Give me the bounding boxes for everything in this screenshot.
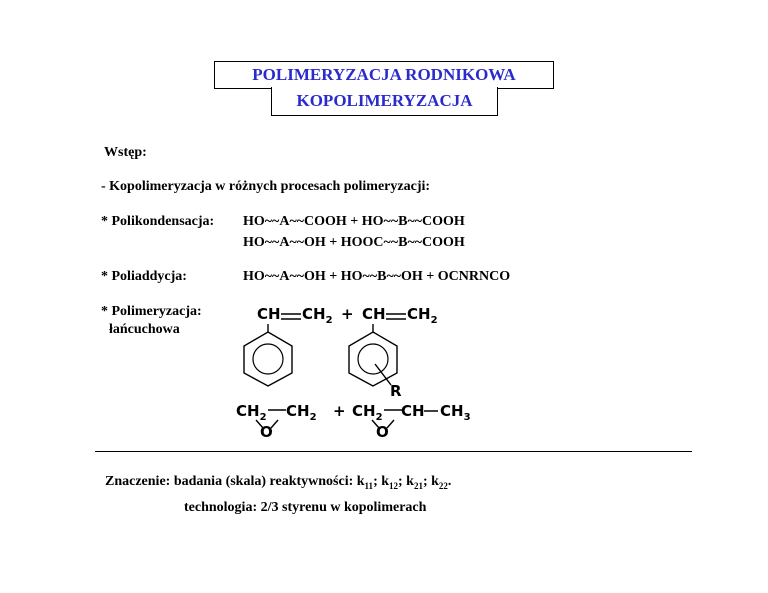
epoxide-right-oxygen: O: [376, 423, 389, 441]
vinyl-right-ch2: $CH_2$: [407, 305, 438, 326]
page-subtitle: KOPOLIMERYZACJA: [296, 91, 473, 110]
epoxide-left-ch2-b: $CH_2$: [286, 402, 317, 423]
significance-line: Znaczenie: badania (skala) reaktywności: $k_{11}$; $k_{12}$; $k_{21}$; $k_{22}$.: [105, 474, 452, 491]
epoxide-right-ch: CH: [401, 402, 425, 420]
polymerization-label: * Polimeryzacja:: [101, 304, 202, 319]
epoxide-right-ch3: $CH_3$: [440, 402, 471, 423]
polycondensation-label: * Polikondensacja:: [101, 214, 215, 229]
epoxide-right-ch2: $CH_2$: [352, 402, 383, 423]
plus-sign-1: +: [341, 305, 354, 323]
intro-subheading: - Kopolimeryzacja w różnych procesach polimeryzacji:: [101, 179, 431, 194]
technology-line: technologia: 2/3 styrenu w kopolimerach: [184, 500, 427, 515]
substituent-r: R: [390, 382, 402, 400]
polycondensation-equation-2: HO~~A~~OH + HOOC~~B~~COOH: [243, 235, 465, 250]
vinyl-left-ch2: $CH_2$: [302, 305, 333, 326]
title-box-main: [214, 61, 554, 89]
plus-sign-2: +: [333, 402, 346, 420]
intro-heading: Wstęp:: [104, 145, 147, 160]
epoxide-left-oxygen: O: [260, 423, 273, 441]
vinyl-left-ch: CH: [257, 305, 281, 323]
section-divider: [95, 451, 692, 452]
benzene-ring-left: [238, 324, 298, 386]
page-title: POLIMERYZACJA RODNIKOWA: [252, 65, 516, 84]
epoxide-left-ch2-a: $CH_2$: [236, 402, 267, 423]
single-bond-ch-ch3: [424, 410, 438, 414]
title-box-sub: [271, 87, 498, 116]
double-bond-right: [386, 313, 406, 321]
vinyl-right-ch: CH: [362, 305, 386, 323]
polycondensation-equation-1: HO~~A~~COOH + HO~~B~~COOH: [243, 214, 465, 229]
double-bond-left: [281, 313, 301, 321]
polyaddition-equation: HO~~A~~OH + HO~~B~~OH + OCNRNCO: [243, 269, 511, 284]
benzene-ring-right: [343, 324, 403, 386]
polyaddition-label: * Poliaddycja:: [101, 269, 187, 284]
polymerization-sublabel: łańcuchowa: [109, 322, 180, 337]
